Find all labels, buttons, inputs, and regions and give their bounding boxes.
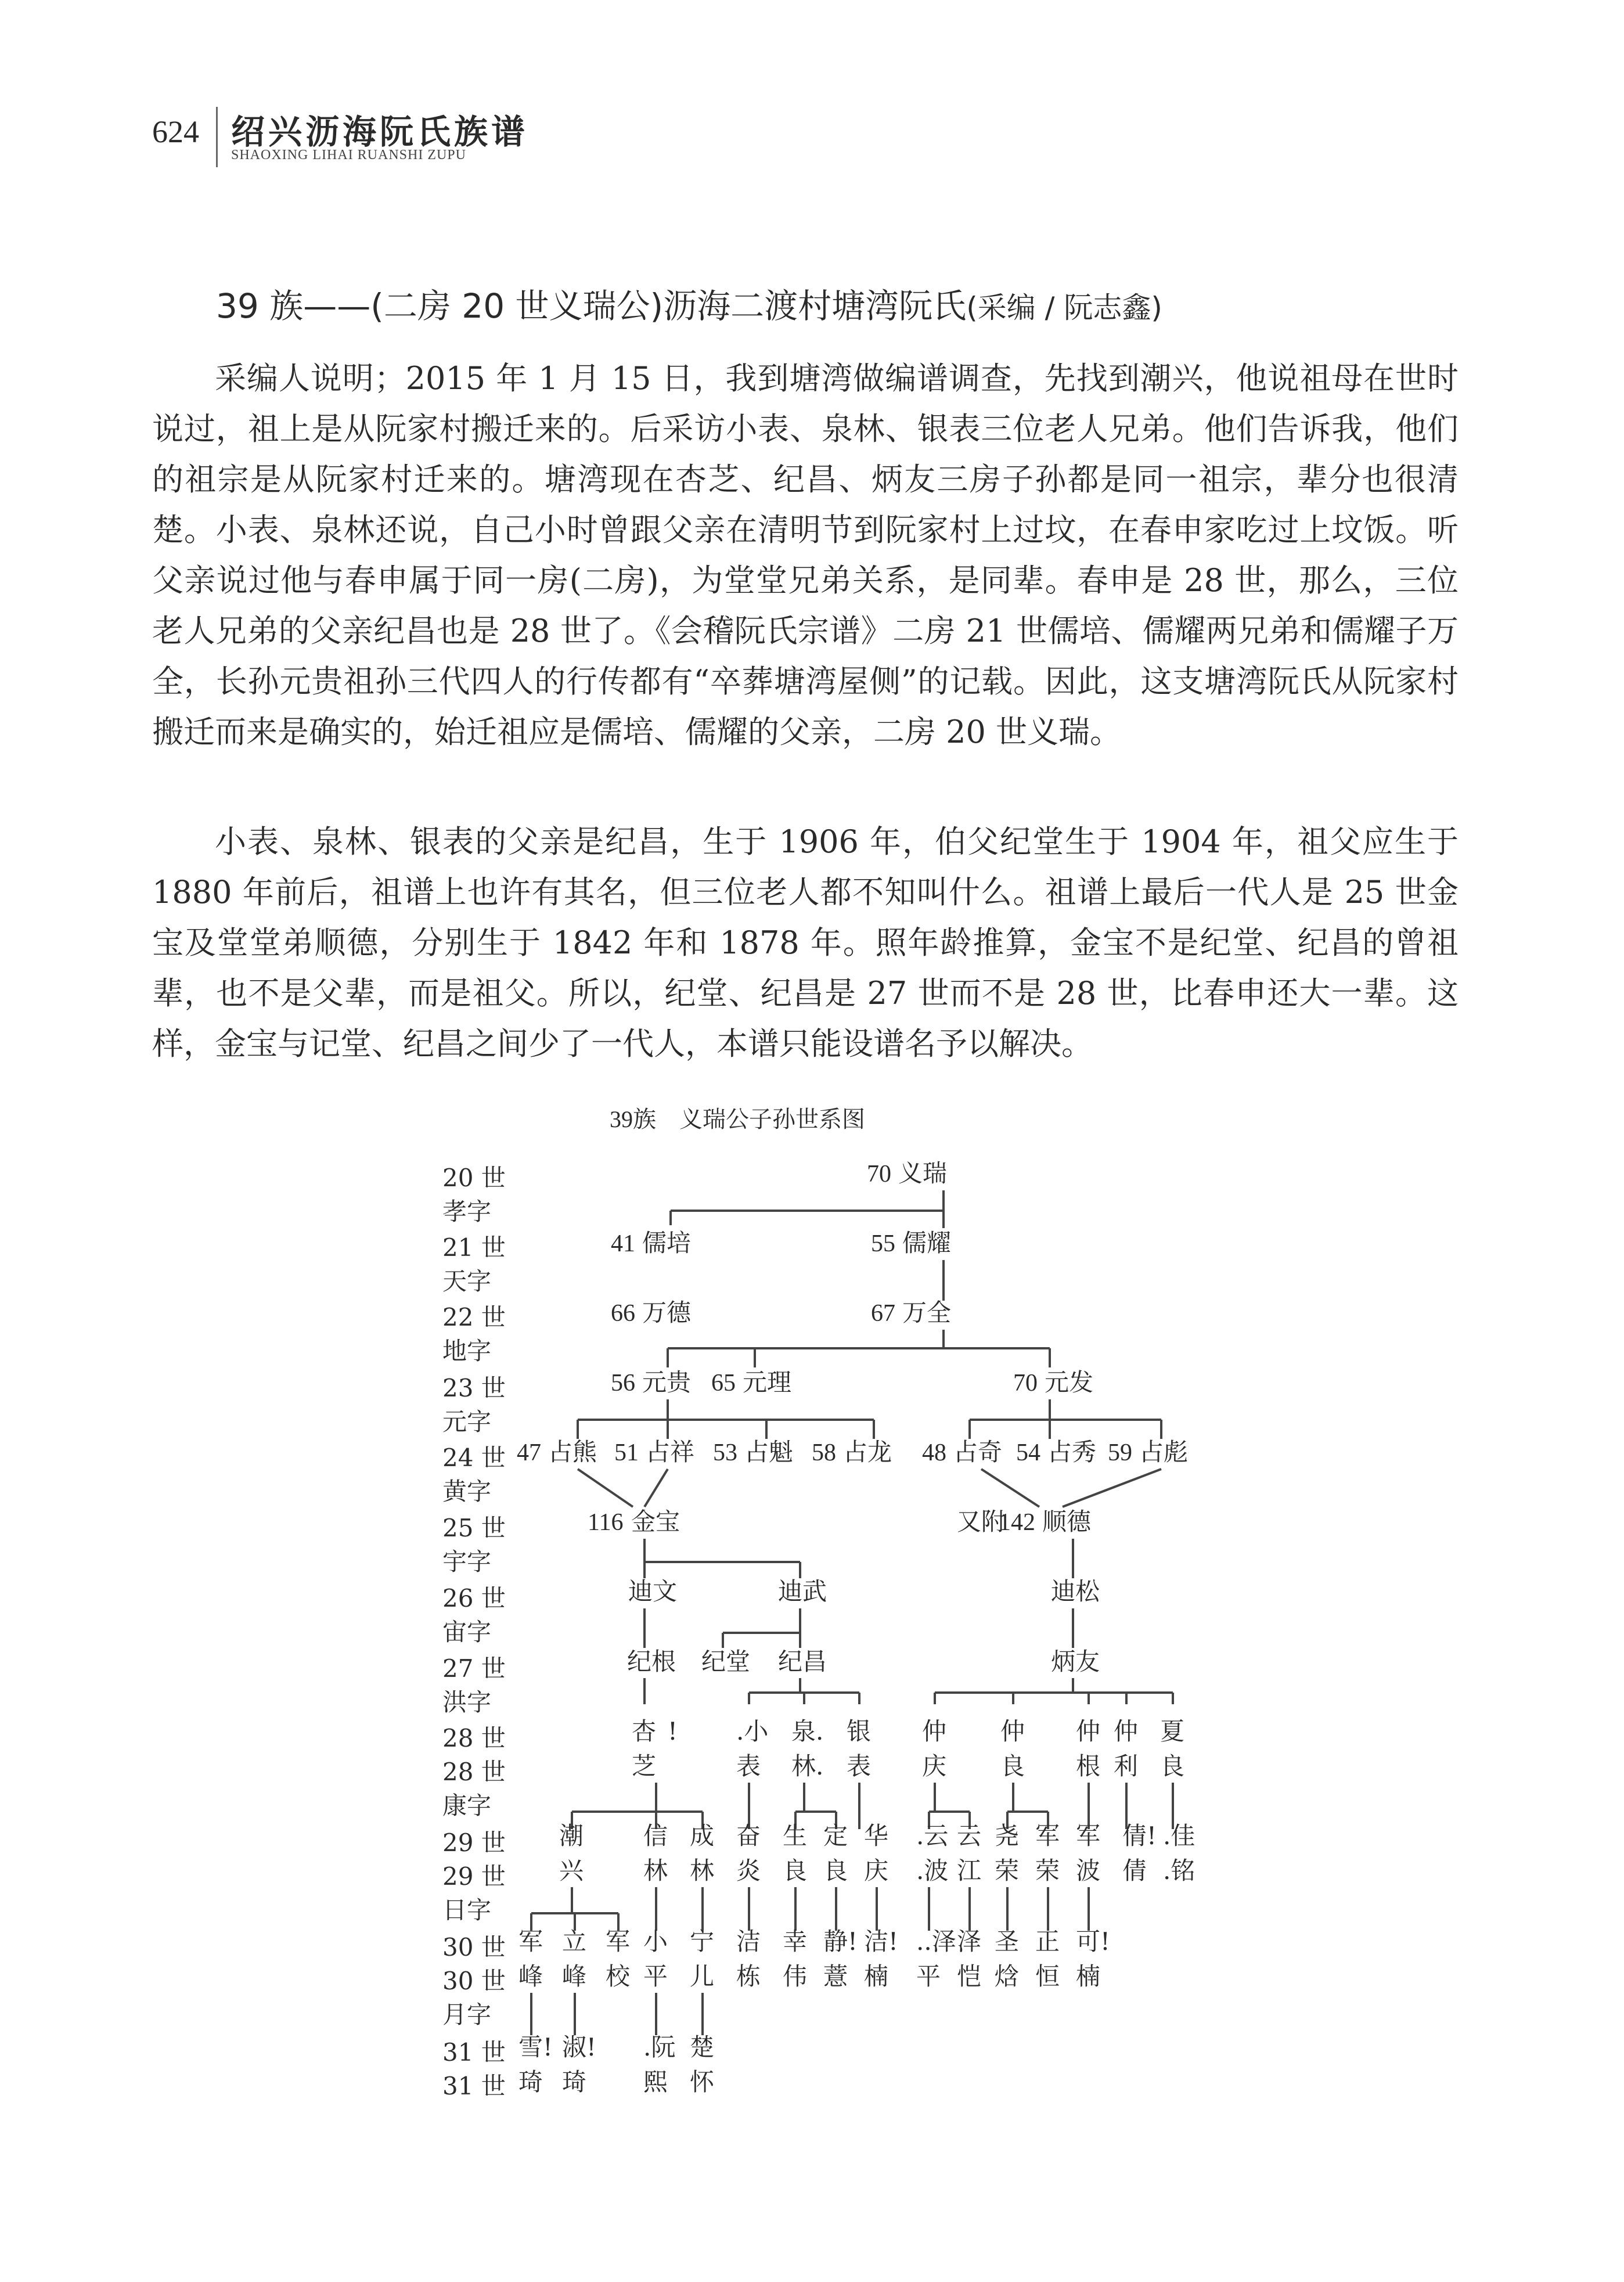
person-wanquan-name: 万全	[902, 1298, 952, 1327]
person-zhanqi-number: 48	[922, 1439, 946, 1466]
gen30-name: 楠	[1076, 1962, 1101, 1991]
gen30-name: 军	[606, 1927, 631, 1956]
generation-label-line: 30 世	[442, 1967, 506, 1995]
gen30-name: 军	[518, 1927, 543, 1956]
gen28-name: 林.	[791, 1752, 824, 1780]
gen28-name: 杏	[632, 1717, 657, 1745]
gen29-name: .铭	[1163, 1856, 1196, 1885]
gen30-name: 恒	[1035, 1962, 1060, 1991]
gen31-name: .阮	[643, 2033, 676, 2061]
paragraph-text: 采编人说明；2015 年 1 月 15 日，我到塘湾做编谱调查，先找到潮兴，他说祖母在世时说过，祖上是从阮家村搬迁来的。后采访小表、泉林、银表三位老人兄弟。他们告诉我，他们的祖宗是从阮家村迁来的。塘湾现在杏芝、纪昌、炳友三房子孙都是同一祖宗，辈分也很清楚。小表、泉林还说，自己小时曾跟父亲在清明节到阮家村上过坟，在春申家吃过上坟饭。听父亲说过他与春申属于同一房(二房)，为堂堂兄弟关系，是同辈。春申是 28 世，那么，三位老人兄弟的父亲纪昌也是 28 世了。《会稽阮氏宗谱》二房 21 世儒培、儒耀两兄弟和儒耀子万全，长孙元贵祖孙三代四人的行传都有“卒葬塘湾屋侧”的记载。因此，这支塘湾阮氏从阮家村搬迁而来是确实的，始迁祖应是儒培、儒耀的父亲，二房 20 世义瑞。	[152, 360, 1459, 750]
person-zhanlong-number: 58	[812, 1439, 836, 1466]
generation-label-line: 21 世	[442, 1233, 506, 1262]
person-zhanbiao-name: 占彪	[1139, 1438, 1189, 1466]
gen30-name: 小	[643, 1927, 668, 1956]
tree-connector	[644, 1469, 668, 1507]
gen28-name: 仲	[1076, 1717, 1101, 1745]
gen30-name: 幸	[783, 1927, 808, 1956]
gen30-name: 静!	[823, 1927, 858, 1956]
gen29-name: .云	[916, 1822, 949, 1850]
generation-label-line: 宙字	[442, 1618, 492, 1646]
generation-label-line: 23 世	[442, 1374, 506, 1402]
gen29-name: 云	[957, 1822, 982, 1850]
gen29-name: 良	[783, 1856, 808, 1885]
gen30-name: 宁	[690, 1927, 715, 1956]
gen29-name: 倩!	[1122, 1822, 1157, 1850]
chart-title: 39族 义瑞公子孙世系图	[610, 1106, 865, 1132]
gen29-name: 尧	[995, 1822, 1020, 1850]
gen29-name: 军	[1035, 1822, 1060, 1850]
gen30-name: 可!	[1076, 1927, 1110, 1956]
person-rupei-number: 41	[611, 1230, 635, 1257]
person-bingyou: 炳友	[1051, 1647, 1100, 1676]
person-shunde-number: 142	[999, 1509, 1035, 1536]
generation-label-line: 22 世	[442, 1303, 506, 1331]
person-zhanbiao-number: 59	[1108, 1439, 1132, 1466]
gen30-name: 楠	[864, 1962, 889, 1991]
person-ruyao-number: 55	[871, 1230, 895, 1257]
gen30-name: 洁!	[864, 1927, 898, 1956]
gen31-name: 琦	[562, 2068, 587, 2096]
gen29-name: 倩	[1122, 1856, 1147, 1885]
person-shunde-name: 顺德	[1042, 1507, 1092, 1536]
generation-label-line: 30 世	[442, 1933, 506, 1961]
person-wande-number: 66	[611, 1300, 635, 1327]
generation-label-line: 天字	[442, 1267, 492, 1295]
gen30-name: 峰	[518, 1962, 543, 1991]
generation-label-line: 24 世	[442, 1444, 506, 1472]
person-zhanxiong-number: 47	[517, 1439, 541, 1466]
person-zhanxiang-number: 51	[614, 1439, 639, 1466]
gen29-name: 定	[823, 1822, 848, 1850]
generation-label-line: 27 世	[442, 1654, 506, 1683]
gen29-name: 良	[823, 1856, 848, 1885]
gen31-name: 熙	[643, 2068, 668, 2096]
generation-label-line: 29 世	[442, 1829, 506, 1857]
generation-label-line: 20 世	[442, 1164, 506, 1192]
person-jigen: 纪根	[627, 1647, 676, 1676]
gen29-name: 信	[643, 1822, 668, 1850]
gen28-name: 表	[736, 1752, 761, 1780]
generation-label-line: 地字	[442, 1337, 492, 1365]
person-ruyao-name: 儒耀	[902, 1229, 952, 1257]
section-credit: (采编 / 阮志鑫)	[966, 291, 1162, 325]
gen31-name: 琦	[518, 2068, 543, 2096]
gen29-name: 荣	[1035, 1856, 1060, 1885]
person-zhankui-name: 占魁	[744, 1438, 794, 1466]
person-yuanfa-name: 元发	[1045, 1368, 1094, 1396]
gen29-name: 江	[957, 1856, 982, 1885]
tree-connector	[578, 1469, 633, 1507]
gen30-name: 焓	[995, 1962, 1020, 1991]
generation-label-line: 31 世	[442, 2038, 506, 2067]
generation-label-line: 康字	[442, 1791, 492, 1820]
gen30-name: 圣	[995, 1927, 1020, 1956]
gen29-name: 荣	[995, 1856, 1020, 1885]
generation-label-line: 28 世	[442, 1758, 506, 1786]
person-zhanqi-name: 占奇	[953, 1438, 1003, 1466]
person-zhanxiu-name: 占秀	[1047, 1438, 1097, 1466]
gen30-name: 正	[1035, 1927, 1060, 1956]
gen30-name: 伟	[783, 1962, 808, 1991]
gen30-name: 峰	[562, 1962, 587, 1991]
book-title-english: SHAOXING LIHAI RUANSHI ZUPU	[231, 147, 466, 163]
generation-label-line: 28 世	[442, 1724, 506, 1752]
person-jitang: 纪堂	[701, 1647, 751, 1676]
generation-label-line: 25 世	[442, 1514, 506, 1542]
generation-label-line: 31 世	[442, 2072, 506, 2100]
person-zhanxiong-name: 占熊	[548, 1438, 597, 1466]
gen30-name: ..泽	[916, 1927, 956, 1956]
generation-label-line: 月字	[442, 2000, 492, 2029]
person-zhanxiang-name: 占祥	[646, 1438, 695, 1466]
gen30-name: 薏	[823, 1962, 848, 1991]
person-zhanxiu-number: 54	[1016, 1439, 1040, 1466]
gen30-name: 平	[643, 1962, 668, 1991]
gen29-name: 潮	[559, 1822, 584, 1850]
person-jinbao-number: 116	[588, 1509, 624, 1536]
gen30-name: 平	[916, 1962, 941, 1991]
gen30-name: 泽	[957, 1927, 982, 1956]
generation-label-line: 黄字	[442, 1477, 492, 1506]
paragraph-text: 小表、泉林、银表的父亲是纪昌，生于 1906 年，伯父纪堂生于 1904 年，祖父应生于 1880 年前后，祖谱上也许有其名，但三位老人都不知叫什么。祖谱上最后一代人是 25 世金宝及堂堂弟顺德，分别生于 1842 年和 1878 年。照年龄推算，金宝不是纪堂、纪昌的曾祖辈，也不是父辈，而是祖父。所以，纪堂、纪昌是 27 世而不是 28 世，比春申还大一辈。这样，金宝与记堂、纪昌之间少了一代人，本谱只能设谱名予以解决。	[152, 823, 1459, 1062]
person-jinbao-name: 金宝	[631, 1507, 680, 1536]
gen29-name: 林	[643, 1856, 668, 1885]
gen29-name: 兴	[559, 1856, 584, 1885]
gen28-name: 根	[1076, 1752, 1101, 1780]
gen29-name: 军	[1076, 1822, 1101, 1850]
person-yirui-name: 义瑞	[898, 1159, 948, 1187]
person-yirui-number: 70	[867, 1161, 891, 1187]
gen28-name: 仲	[1000, 1717, 1025, 1745]
gen28-name: 仲	[922, 1717, 947, 1745]
generation-label-line: 孝字	[442, 1197, 492, 1226]
tree-connector	[981, 1469, 1039, 1507]
gen31-name: 雪!	[518, 2033, 553, 2061]
person-shunde-prefix: 又附	[957, 1507, 1006, 1536]
generation-label-line: 26 世	[442, 1584, 506, 1612]
gen29-name: 庆	[864, 1856, 889, 1885]
gen30-name: 校	[606, 1962, 631, 1991]
gen31-name: 楚	[690, 2033, 715, 2061]
generation-label-line: 日字	[442, 1896, 492, 1924]
person-yuanli-name: 元理	[743, 1368, 792, 1396]
person-yuangui-name: 元贵	[642, 1368, 692, 1396]
gen28-name: 表	[847, 1752, 872, 1780]
person-diwen: 迪文	[628, 1577, 678, 1606]
gen29-name: 林	[690, 1856, 715, 1885]
section-title-text: 39 族——(二房 20 世义瑞公)沥海二渡村塘湾阮氏	[216, 286, 967, 326]
person-yuangui-number: 56	[611, 1370, 635, 1396]
person-wande-name: 万德	[642, 1298, 692, 1327]
gen28-mark: !	[668, 1717, 678, 1745]
page-number: 624	[152, 114, 199, 149]
person-yuanli-number: 65	[711, 1370, 736, 1396]
gen28-name: 泉.	[791, 1717, 824, 1745]
gen28-name: 庆	[922, 1752, 947, 1780]
book-title: 绍兴沥海阮氏族谱	[231, 112, 529, 152]
gen29-name: 成	[690, 1822, 715, 1850]
gen30-name: 恺	[957, 1962, 982, 1991]
gen30-name: 洁	[736, 1927, 761, 1956]
person-rupei-name: 儒培	[642, 1229, 692, 1257]
person-diwu: 迪武	[778, 1577, 827, 1606]
person-jichang: 纪昌	[778, 1647, 827, 1676]
gen29-name: 波	[1076, 1856, 1101, 1885]
gen28-name: 利	[1114, 1752, 1139, 1780]
generation-label-line: 宇字	[442, 1547, 492, 1576]
gen28-name: 银	[847, 1717, 872, 1745]
generation-label-line: 29 世	[442, 1862, 506, 1891]
gen30-name: 栋	[736, 1962, 761, 1991]
gen28-name: 良	[1160, 1752, 1185, 1780]
gen28-name: 良	[1000, 1752, 1025, 1780]
gen29-name: .波	[916, 1856, 949, 1885]
gen31-name: 怀	[690, 2068, 715, 2096]
gen30-name: 立	[562, 1927, 587, 1956]
generation-label-line: 元字	[442, 1408, 492, 1436]
gen31-name: 淑!	[562, 2033, 596, 2061]
person-wanquan-number: 67	[871, 1300, 895, 1327]
gen28-name: 芝	[632, 1752, 657, 1780]
generation-label-line: 洪字	[442, 1688, 492, 1716]
person-yuanfa-number: 70	[1013, 1370, 1038, 1396]
gen29-name: 奋	[736, 1822, 761, 1850]
gen30-name: 儿	[690, 1962, 715, 1991]
gen29-name: 炎	[736, 1856, 761, 1885]
person-zhankui-number: 53	[713, 1439, 737, 1466]
person-disong: 迪松	[1051, 1577, 1100, 1606]
gen29-name: 华	[864, 1822, 889, 1850]
gen28-name: 仲	[1114, 1717, 1139, 1745]
tree-connector	[1063, 1469, 1161, 1507]
gen28-name: 夏	[1160, 1717, 1185, 1745]
gen29-name: 生	[783, 1822, 808, 1850]
gen28-name: .小	[736, 1717, 769, 1745]
person-zhanlong-name: 占龙	[843, 1438, 892, 1466]
gen29-name: .佳	[1163, 1822, 1196, 1850]
